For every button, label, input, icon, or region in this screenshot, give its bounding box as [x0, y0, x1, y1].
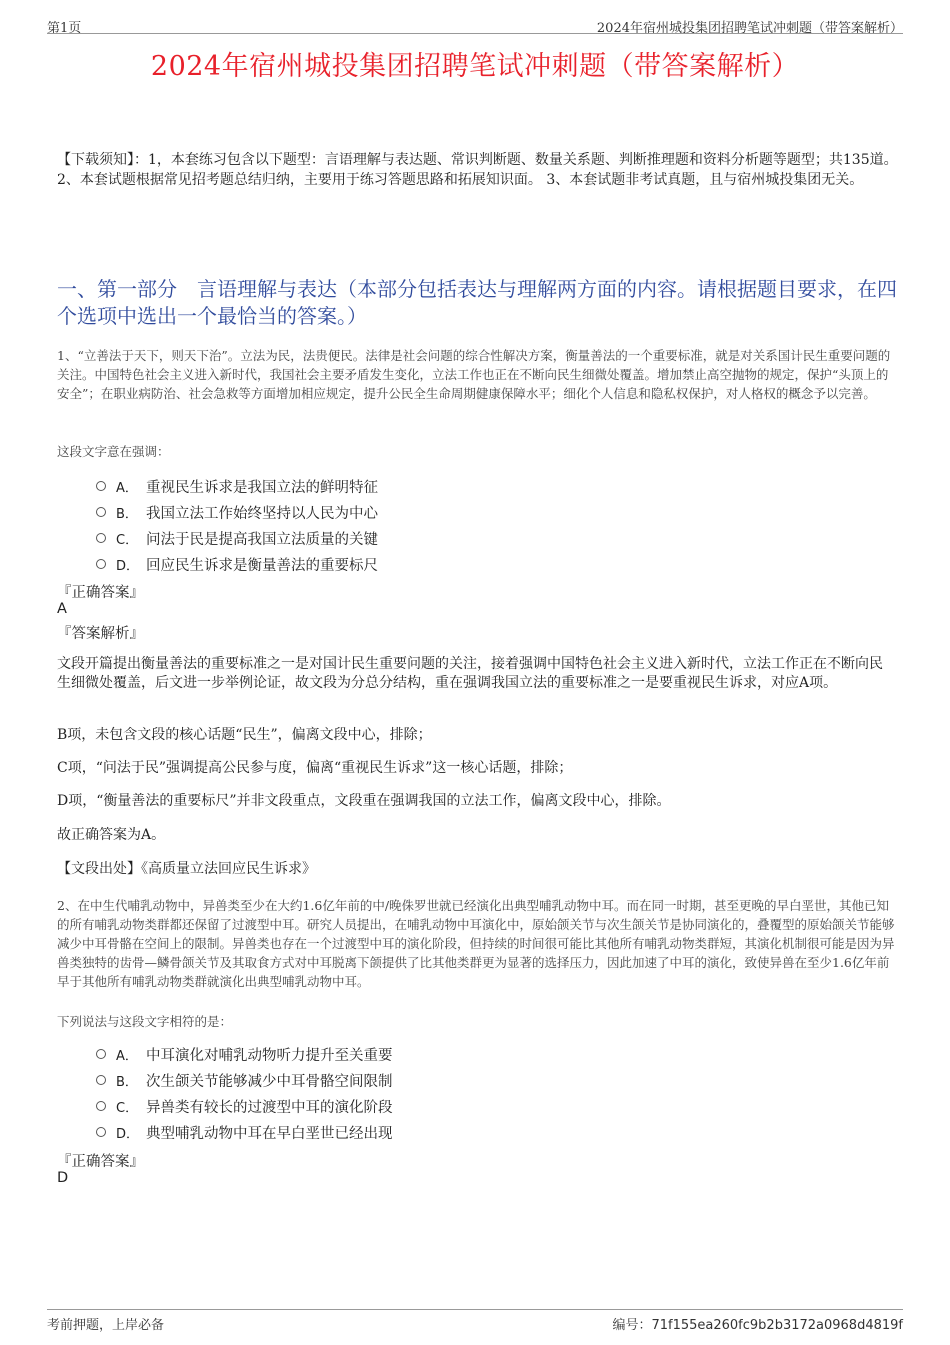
document-title: 2024年宿州城投集团招聘笔试冲刺题（带答案解析）	[150, 51, 800, 82]
header-divider	[47, 33, 903, 34]
radio-icon[interactable]	[96, 1075, 106, 1085]
question-1-options	[96, 473, 378, 577]
footer-slogan: 考前押题，上岸必备	[47, 1318, 165, 1333]
correct-answer-label: 『正确答案』	[57, 1154, 144, 1170]
option-text: 问法于民是提高我国立法质量的关键	[146, 531, 378, 548]
radio-icon[interactable]	[96, 533, 106, 543]
question-1-prompt: 这段文字意在强调：	[57, 444, 170, 459]
correct-answer: D	[57, 1170, 69, 1186]
option-text: 我国立法工作始终坚持以人民为中心	[146, 505, 378, 522]
radio-icon[interactable]	[96, 1127, 106, 1137]
analysis-option-c: C项，“问法于民”强调提高公民参与度，偏离“重视民生诉求”这一核心话题，排除；	[57, 760, 573, 776]
option-b[interactable]: B． 我国立法工作始终坚持以人民为中心	[96, 499, 378, 525]
option-d[interactable]: D． 回应民生诉求是衡量善法的重要标尺	[96, 551, 378, 577]
option-text: 回应民生诉求是衡量善法的重要标尺	[146, 557, 378, 574]
footer-divider	[47, 1309, 903, 1310]
radio-icon[interactable]	[96, 507, 106, 517]
analysis-option-b: B项，未包含文段的核心话题“民生”，偏离文段中心，排除；	[57, 727, 432, 743]
analysis-option-d: D项，“衡量善法的重要标尺”并非文段重点，文段重在强调我国的立法工作，偏离文段中心，排除。	[57, 793, 671, 809]
radio-icon[interactable]	[96, 481, 106, 491]
running-title: 2024年宿州城投集团招聘笔试冲刺题（带答案解析）	[596, 21, 903, 36]
option-a[interactable]: A． 中耳演化对哺乳动物听力提升至关重要	[96, 1041, 393, 1067]
question-2-options	[96, 1041, 393, 1145]
option-a[interactable]: A． 重视民生诉求是我国立法的鲜明特征	[96, 473, 378, 499]
analysis-paragraph: 文段开篇提出衡量善法的重要标准之一是对国计民生重要问题的关注，接着强调中国特色社会主义进入新时代，立法工作正在不断向民生细微处覆盖，后文进一步举例论证，故文段为分总分结构，重在强调我国立法的重要标准之一是要重视民生诉求，对应A项。	[57, 656, 883, 691]
section-heading: 一、第一部分 言语理解与表达（本部分包括表达与理解两方面的内容。请根据题目要求，在四个选项中选出一个最恰当的答案。）	[57, 277, 897, 328]
radio-icon[interactable]	[96, 1101, 106, 1111]
radio-icon[interactable]	[96, 559, 106, 569]
answer-analysis-label: 『答案解析』	[57, 626, 144, 642]
option-c[interactable]: C． 异兽类有较长的过渡型中耳的演化阶段	[96, 1093, 393, 1119]
passage-source: 【文段出处】《高质量立法回应民生诉求》	[57, 861, 316, 877]
option-b[interactable]: B． 次生颌关节能够减少中耳骨骼空间限制	[96, 1067, 393, 1093]
option-text: 典型哺乳动物中耳在早白垩世已经出现	[146, 1125, 393, 1142]
option-text: 次生颌关节能够减少中耳骨骼空间限制	[146, 1073, 393, 1090]
download-notice: 【下载须知】：1，本套练习包含以下题型：言语理解与表达题、常识判断题、数量关系题、判断推理题和资料分析题等题型；共135道。 2、本套试题根据常见招考题总结归纳，主要用于练习答题思路和拓展知识面。 3、本套试题非考试真题，且与宿州城投集团无关。	[57, 152, 898, 188]
option-text: 重视民生诉求是我国立法的鲜明特征	[146, 479, 378, 496]
question-2-prompt: 下列说法与这段文字相符的是：	[57, 1014, 233, 1029]
option-text: 异兽类有较长的过渡型中耳的演化阶段	[146, 1099, 393, 1116]
question-2-stem: 2、在中生代哺乳动物中，异兽类至少在大约1.6亿年前的中/晚侏罗世就已经演化出典型哺乳动物中耳。而在同一时期，甚至更晚的早白垩世，其他已知的所有哺乳动物类群都还保留了过渡型中耳。研究人员提出，在哺乳动物中耳演化中，原始颌关节与次生颌关节是协同演化的，叠覆型的原始颌关节能够减少中耳骨骼在空间上的限制。异兽类也存在一个过渡型中耳的演化阶段，但持续的时间很可能比其他所有哺乳动物类群短，其演化机制很可能是因为异兽类独特的齿骨—鳞骨颌关节及其取食方式对中耳脱离下颌提供了比其他类群更为显著的选择压力，因此加速了中耳的演化，致使异兽在至少1.6亿年前早于其他所有哺乳动物类群就演化出典型哺乳动物中耳。	[57, 898, 895, 989]
option-d[interactable]: D． 典型哺乳动物中耳在早白垩世已经出现	[96, 1119, 393, 1145]
page-number: 第1页	[47, 21, 82, 36]
option-text: 中耳演化对哺乳动物听力提升至关重要	[146, 1047, 393, 1064]
document-id: 编号：71f155ea260fc9b2b3172a0968d4819f	[612, 1318, 903, 1333]
question-1-stem: 1、“立善法于天下，则天下治”。立法为民，法贵便民。法律是社会问题的综合性解决方案，衡量善法的一个重要标准，就是对关系国计民生重要问题的关注。中国特色社会主义进入新时代，我国社会主要矛盾发生变化，立法工作也正在不断向民生细微处覆盖。增加禁止高空抛物的规定，保护“头顶上的安全”；在职业病防治、社会急救等方面增加相应规定，提升公民全生命周期健康保障水平；细化个人信息和隐私权保护，对人格权的概念予以完善。	[57, 348, 891, 401]
correct-answer: A	[57, 601, 67, 617]
option-c[interactable]: C． 问法于民是提高我国立法质量的关键	[96, 525, 378, 551]
correct-answer-label: 『正确答案』	[57, 585, 144, 601]
analysis-conclusion: 故正确答案为A。	[57, 827, 166, 843]
radio-icon[interactable]	[96, 1049, 106, 1059]
